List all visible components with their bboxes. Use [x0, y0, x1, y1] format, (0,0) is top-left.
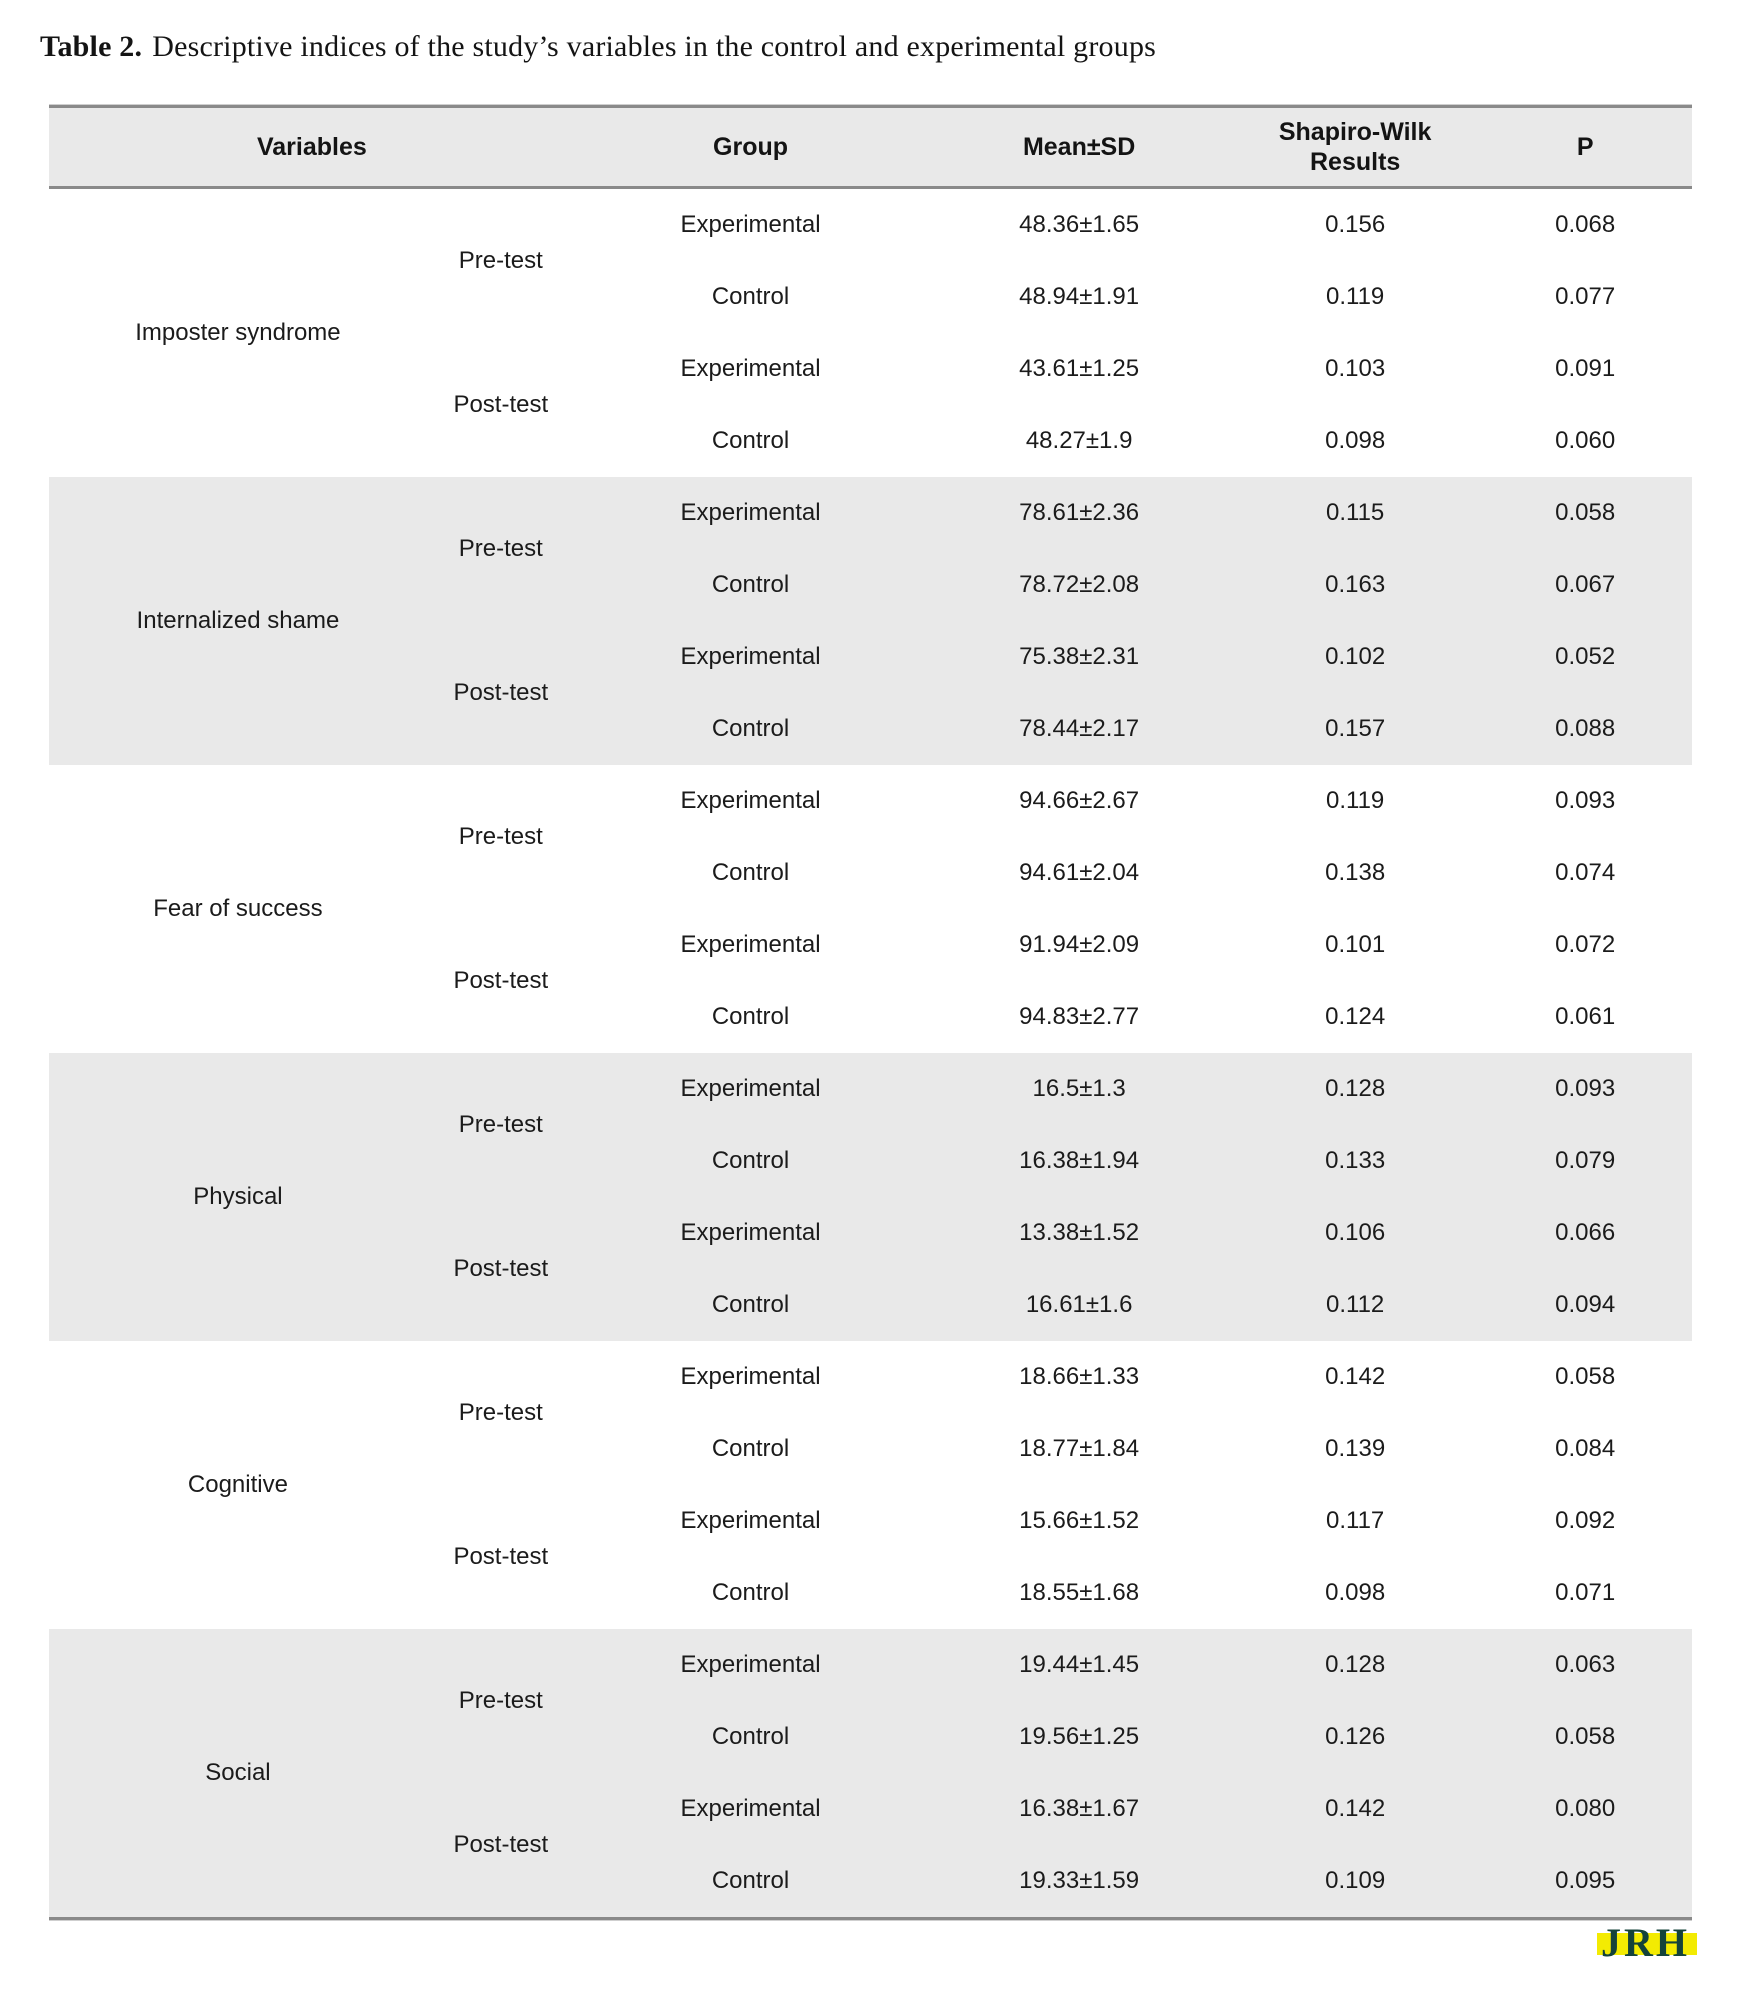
header-shapiro-wilk-line2: Results — [1309, 148, 1401, 176]
shapiro-wilk-cell: 0.138 — [1232, 837, 1478, 909]
test-cell: Post-test — [427, 1773, 575, 1919]
section-social — [49, 1629, 1692, 1919]
header-group: Group — [575, 107, 927, 188]
group-cell: Experimental — [575, 188, 927, 262]
shapiro-wilk-cell: 0.128 — [1232, 1053, 1478, 1125]
group-cell: Control — [575, 405, 927, 477]
group-cell: Control — [575, 549, 927, 621]
mean-sd-cell: 16.38±1.94 — [926, 1125, 1232, 1197]
shapiro-wilk-cell: 0.109 — [1232, 1845, 1478, 1919]
mean-sd-cell: 16.5±1.3 — [926, 1053, 1232, 1125]
p-value-cell: 0.067 — [1478, 549, 1692, 621]
p-value-cell: 0.094 — [1478, 1269, 1692, 1341]
p-value-cell: 0.063 — [1478, 1629, 1692, 1701]
shapiro-wilk-cell: 0.163 — [1232, 549, 1478, 621]
mean-sd-cell: 15.66±1.52 — [926, 1485, 1232, 1557]
test-cell: Post-test — [427, 621, 575, 765]
table-caption-text: Descriptive indices of the study’s variables in the control and experimental groups — [152, 30, 1157, 63]
header-mean-sd: Mean±SD — [926, 107, 1232, 188]
mean-sd-cell: 94.66±2.67 — [926, 765, 1232, 837]
shapiro-wilk-cell: 0.142 — [1232, 1773, 1478, 1845]
group-cell: Control — [575, 1701, 927, 1773]
table-row — [49, 765, 1692, 837]
test-cell: Pre-test — [427, 477, 575, 621]
shapiro-wilk-cell: 0.115 — [1232, 477, 1478, 549]
variable-cell: Fear of success — [49, 765, 427, 1053]
mean-sd-cell: 94.83±2.77 — [926, 981, 1232, 1053]
shapiro-wilk-cell: 0.106 — [1232, 1197, 1478, 1269]
mean-sd-cell: 94.61±2.04 — [926, 837, 1232, 909]
shapiro-wilk-cell: 0.119 — [1232, 765, 1478, 837]
p-value-cell: 0.077 — [1478, 261, 1692, 333]
journal-logo-text: JRH — [1601, 1920, 1690, 1965]
mean-sd-cell: 19.44±1.45 — [926, 1629, 1232, 1701]
test-cell: Post-test — [427, 909, 575, 1053]
variable-cell: Social — [49, 1629, 427, 1919]
shapiro-wilk-cell: 0.098 — [1232, 405, 1478, 477]
p-value-cell: 0.072 — [1478, 909, 1692, 981]
test-cell: Pre-test — [427, 188, 575, 334]
mean-sd-cell: 18.66±1.33 — [926, 1341, 1232, 1413]
group-cell: Control — [575, 261, 927, 333]
group-cell: Experimental — [575, 1485, 927, 1557]
test-cell: Pre-test — [427, 1629, 575, 1773]
p-value-cell: 0.088 — [1478, 693, 1692, 765]
p-value-cell: 0.068 — [1478, 188, 1692, 262]
p-value-cell: 0.058 — [1478, 1341, 1692, 1413]
section-physical — [49, 1053, 1692, 1341]
p-value-cell: 0.093 — [1478, 765, 1692, 837]
p-value-cell: 0.061 — [1478, 981, 1692, 1053]
p-value-cell: 0.066 — [1478, 1197, 1692, 1269]
p-value-cell: 0.084 — [1478, 1413, 1692, 1485]
table-row — [49, 1629, 1692, 1701]
group-cell: Experimental — [575, 909, 927, 981]
group-cell: Experimental — [575, 1629, 927, 1701]
shapiro-wilk-cell: 0.103 — [1232, 333, 1478, 405]
group-cell: Experimental — [575, 621, 927, 693]
group-cell: Experimental — [575, 1053, 927, 1125]
variable-cell: Physical — [49, 1053, 427, 1341]
shapiro-wilk-cell: 0.157 — [1232, 693, 1478, 765]
shapiro-wilk-cell: 0.117 — [1232, 1485, 1478, 1557]
section-internalized-shame — [49, 477, 1692, 765]
shapiro-wilk-cell: 0.139 — [1232, 1413, 1478, 1485]
shapiro-wilk-cell: 0.119 — [1232, 261, 1478, 333]
group-cell: Experimental — [575, 1197, 927, 1269]
mean-sd-cell: 78.72±2.08 — [926, 549, 1232, 621]
mean-sd-cell: 43.61±1.25 — [926, 333, 1232, 405]
group-cell: Experimental — [575, 1773, 927, 1845]
mean-sd-cell: 48.27±1.9 — [926, 405, 1232, 477]
p-value-cell: 0.079 — [1478, 1125, 1692, 1197]
header-shapiro-wilk-line1: Shapiro-Wilk — [1278, 118, 1432, 146]
p-value-cell: 0.093 — [1478, 1053, 1692, 1125]
p-value-cell: 0.074 — [1478, 837, 1692, 909]
header-row — [49, 107, 1692, 188]
header-p: P — [1478, 107, 1692, 188]
journal-logo — [1597, 1920, 1697, 1972]
mean-sd-cell: 16.61±1.6 — [926, 1269, 1232, 1341]
shapiro-wilk-cell: 0.101 — [1232, 909, 1478, 981]
group-cell: Experimental — [575, 477, 927, 549]
mean-sd-cell: 13.38±1.52 — [926, 1197, 1232, 1269]
group-cell: Control — [575, 1845, 927, 1919]
table-caption — [40, 30, 1690, 64]
mean-sd-cell: 19.56±1.25 — [926, 1701, 1232, 1773]
p-value-cell: 0.091 — [1478, 333, 1692, 405]
test-cell: Post-test — [427, 1197, 575, 1341]
mean-sd-cell: 48.94±1.91 — [926, 261, 1232, 333]
header-shapiro-wilk — [1232, 107, 1478, 188]
header-variables: Variables — [49, 107, 575, 188]
group-cell: Control — [575, 981, 927, 1053]
variable-cell: Imposter syndrome — [49, 188, 427, 478]
test-cell: Pre-test — [427, 1053, 575, 1197]
shapiro-wilk-cell: 0.142 — [1232, 1341, 1478, 1413]
table-container — [49, 104, 1692, 1921]
shapiro-wilk-cell: 0.102 — [1232, 621, 1478, 693]
test-cell: Post-test — [427, 1485, 575, 1629]
mean-sd-cell: 78.44±2.17 — [926, 693, 1232, 765]
mean-sd-cell: 91.94±2.09 — [926, 909, 1232, 981]
shapiro-wilk-cell: 0.133 — [1232, 1125, 1478, 1197]
table-caption-number: Table 2. — [40, 30, 143, 63]
p-value-cell: 0.058 — [1478, 477, 1692, 549]
group-cell: Experimental — [575, 333, 927, 405]
group-cell: Control — [575, 1125, 927, 1197]
table-row — [49, 1053, 1692, 1125]
test-cell: Pre-test — [427, 1341, 575, 1485]
mean-sd-cell: 78.61±2.36 — [926, 477, 1232, 549]
shapiro-wilk-cell: 0.112 — [1232, 1269, 1478, 1341]
group-cell: Experimental — [575, 1341, 927, 1413]
shapiro-wilk-cell: 0.126 — [1232, 1701, 1478, 1773]
group-cell: Control — [575, 1557, 927, 1629]
mean-sd-cell: 16.38±1.67 — [926, 1773, 1232, 1845]
mean-sd-cell: 48.36±1.65 — [926, 188, 1232, 262]
group-cell: Control — [575, 693, 927, 765]
shapiro-wilk-cell: 0.156 — [1232, 188, 1478, 262]
test-cell: Post-test — [427, 333, 575, 477]
section-cognitive — [49, 1341, 1692, 1629]
descriptive-indices-table — [49, 105, 1692, 1920]
section-fear-of-success — [49, 765, 1692, 1053]
table-header — [49, 107, 1692, 188]
group-cell: Control — [575, 1413, 927, 1485]
shapiro-wilk-cell: 0.124 — [1232, 981, 1478, 1053]
p-value-cell: 0.058 — [1478, 1701, 1692, 1773]
group-cell: Control — [575, 837, 927, 909]
table-row — [49, 1341, 1692, 1413]
p-value-cell: 0.060 — [1478, 405, 1692, 477]
p-value-cell: 0.080 — [1478, 1773, 1692, 1845]
section-imposter-syndrome — [49, 188, 1692, 478]
group-cell: Experimental — [575, 765, 927, 837]
p-value-cell: 0.095 — [1478, 1845, 1692, 1919]
p-value-cell: 0.071 — [1478, 1557, 1692, 1629]
mean-sd-cell: 18.77±1.84 — [926, 1413, 1232, 1485]
shapiro-wilk-cell: 0.098 — [1232, 1557, 1478, 1629]
test-cell: Pre-test — [427, 765, 575, 909]
p-value-cell: 0.052 — [1478, 621, 1692, 693]
mean-sd-cell: 75.38±2.31 — [926, 621, 1232, 693]
variable-cell: Internalized shame — [49, 477, 427, 765]
mean-sd-cell: 18.55±1.68 — [926, 1557, 1232, 1629]
mean-sd-cell: 19.33±1.59 — [926, 1845, 1232, 1919]
variable-cell: Cognitive — [49, 1341, 427, 1629]
table-row — [49, 477, 1692, 549]
p-value-cell: 0.092 — [1478, 1485, 1692, 1557]
table-row — [49, 188, 1692, 262]
shapiro-wilk-cell: 0.128 — [1232, 1629, 1478, 1701]
group-cell: Control — [575, 1269, 927, 1341]
